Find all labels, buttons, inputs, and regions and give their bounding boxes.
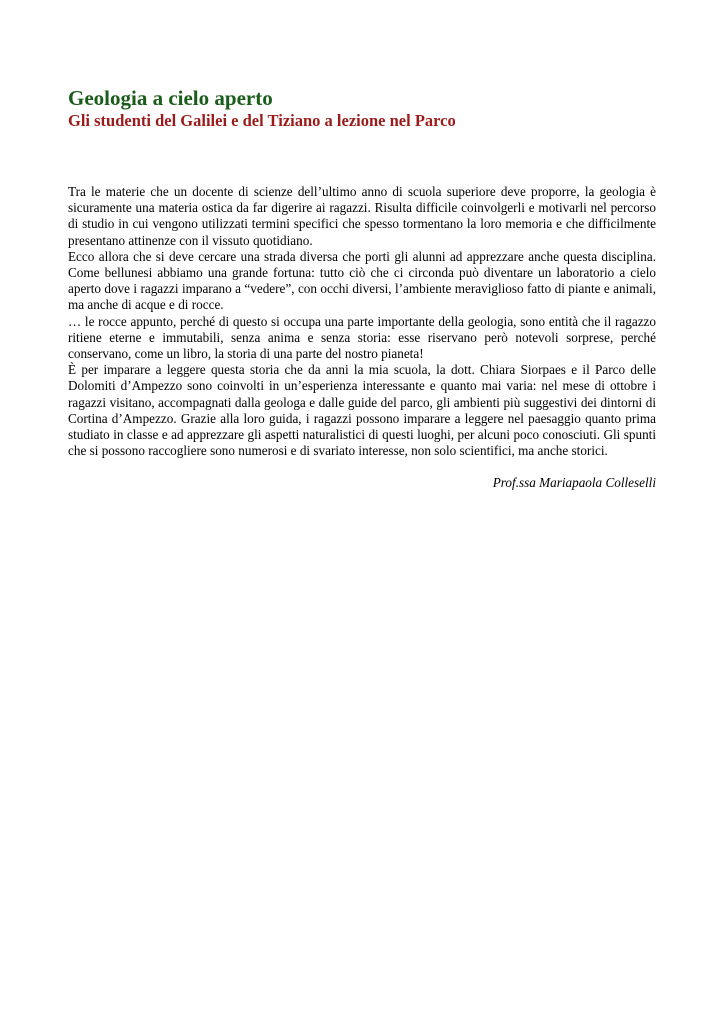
document-page [68, 86, 656, 491]
article-body [68, 184, 656, 459]
paragraph-3: … le rocce appunto, perché di questo si occupa una parte importante della geologia, sono entità che il ragazzo ritiene eterne e immutabili, senza anima e senza storia: esse riservano però notevoli sorprese, perché conservano, come un libro, la storia di una parte del nostro pianeta! [68, 313, 656, 362]
author-signature: Prof.ssa Mariapaola Colleselli [492, 475, 656, 491]
paragraph-2: Ecco allora che si deve cercare una strada diversa che porti gli alunni ad apprezzare anche questa disciplina. Come bellunesi abbiamo una grande fortuna: tutto ciò che ci circonda può diventare un laboratorio a cielo aperto dove i ragazzi imparano a “vedere”, con occhi diversi, l’ambiente meraviglioso fatto di piante e animali, ma anche di acque e di rocce. [68, 248, 656, 313]
paragraph-4: È per imparare a leggere questa storia che da anni la mia scuola, la dott. Chiara Siorpaes e il Parco delle Dolomiti d’Ampezzo sono coinvolti in un’esperienza interessante e quanto mai varia: nel mese di ottobre i ragazzi visitano, accompagnati dalla geologa e dalle guide del parco, gli ambienti più suggestivi dei dintorni di Cortina d’Ampezzo. Grazie alla loro guida, i ragazzi possono imparare a leggere nel paesaggio quanto prima studiato in classe e ad apprezzare gli aspetti naturalistici di questi luoghi, per alcuni poco conosciuti. Gli spunti che si possono raccogliere sono numerosi e di svariato interesse, non solo scientifici, ma anche storici. [68, 362, 656, 459]
paragraph-1: Tra le materie che un docente di scienze dell’ultimo anno di scuola superiore deve proporre, la geologia è sicuramente una materia ostica da far digerire ai ragazzi. Risulta difficile coinvolgerli e motivarli nel percorso di studio in cui vengono utilizzati termini specifici che spesso tormentano la loro memoria e che difficilmente presentano attinenze con il vissuto quotidiano. [68, 184, 656, 248]
article-subtitle: Gli studenti del Galilei e del Tiziano a lezione nel Parco [68, 111, 456, 130]
article-title: Geologia a cielo aperto [68, 86, 273, 110]
